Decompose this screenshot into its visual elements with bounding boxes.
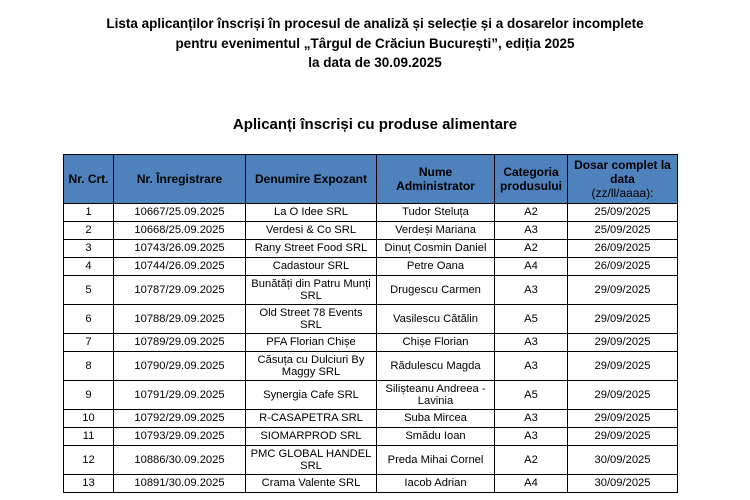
cell-administrator: Suba Mircea bbox=[377, 410, 495, 428]
cell-category: A2 bbox=[495, 204, 568, 222]
cell-category: A5 bbox=[495, 305, 568, 334]
cell-exhibitor: PMC GLOBAL HANDEL SRL bbox=[246, 446, 377, 475]
table-row bbox=[64, 305, 678, 334]
table-row bbox=[64, 276, 678, 305]
cell-administrator: Chișe Florian bbox=[377, 334, 495, 352]
table-row bbox=[64, 428, 678, 446]
cell-registration: 10792/29.09.2025 bbox=[114, 410, 246, 428]
cell-nr: 4 bbox=[64, 258, 114, 276]
cell-category: A3 bbox=[495, 222, 568, 240]
header-line-1: Lista aplicanților înscriși în procesul de analiză și selecție și a dosarelor incomplete bbox=[106, 16, 644, 31]
cell-date: 26/09/2025 bbox=[568, 240, 678, 258]
cell-date: 29/09/2025 bbox=[568, 428, 678, 446]
cell-exhibitor: Căsuța cu Dulciuri By Maggy SRL bbox=[246, 352, 377, 381]
table-row bbox=[64, 475, 678, 493]
col-header-registration: Nr. Înregistrare bbox=[114, 155, 246, 204]
cell-date: 30/09/2025 bbox=[568, 446, 678, 475]
cell-category: A4 bbox=[495, 475, 568, 493]
cell-nr: 3 bbox=[64, 240, 114, 258]
cell-administrator: Preda Mihai Cornel bbox=[377, 446, 495, 475]
cell-category: A3 bbox=[495, 352, 568, 381]
cell-administrator: Tudor Steluța bbox=[377, 204, 495, 222]
cell-category: A5 bbox=[495, 381, 568, 410]
col-header-dossier-label: Dosar complet la data bbox=[574, 158, 671, 186]
cell-nr: 7 bbox=[64, 334, 114, 352]
table-row bbox=[64, 352, 678, 381]
col-header-category: Categoria produsului bbox=[495, 155, 568, 204]
cell-date: 25/09/2025 bbox=[568, 222, 678, 240]
header-line-2: pentru evenimentul „Târgul de Crăciun București”, ediția 2025 bbox=[175, 35, 575, 51]
cell-category: A2 bbox=[495, 240, 568, 258]
cell-category: A4 bbox=[495, 258, 568, 276]
cell-exhibitor: Cadastour SRL bbox=[246, 258, 377, 276]
cell-exhibitor: Verdesi & Co SRL bbox=[246, 222, 377, 240]
cell-exhibitor: R-CASAPETRA SRL bbox=[246, 410, 377, 428]
cell-category: A3 bbox=[495, 276, 568, 305]
cell-date: 30/09/2025 bbox=[568, 475, 678, 493]
cell-registration: 10788/29.09.2025 bbox=[114, 305, 246, 334]
col-header-exhibitor: Denumire Expozant bbox=[246, 155, 377, 204]
cell-nr: 8 bbox=[64, 352, 114, 381]
cell-administrator: Vasilescu Cătălin bbox=[377, 305, 495, 334]
cell-administrator: Verdeși Mariana bbox=[377, 222, 495, 240]
cell-date: 29/09/2025 bbox=[568, 352, 678, 381]
cell-registration: 10793/29.09.2025 bbox=[114, 428, 246, 446]
cell-registration: 10787/29.09.2025 bbox=[114, 276, 246, 305]
col-header-nr: Nr. Crt. bbox=[64, 155, 114, 204]
col-header-dossier-format: (zz/ll/aaaa): bbox=[591, 186, 654, 200]
cell-registration: 10886/30.09.2025 bbox=[114, 446, 246, 475]
cell-nr: 2 bbox=[64, 222, 114, 240]
table-row bbox=[64, 446, 678, 475]
cell-registration: 10891/30.09.2025 bbox=[114, 475, 246, 493]
cell-date: 29/09/2025 bbox=[568, 305, 678, 334]
table-row bbox=[64, 381, 678, 410]
table-row bbox=[64, 334, 678, 352]
cell-exhibitor: PFA Florian Chișe bbox=[246, 334, 377, 352]
cell-exhibitor: Rany Street Food SRL bbox=[246, 240, 377, 258]
cell-administrator: Petre Oana bbox=[377, 258, 495, 276]
cell-category: A2 bbox=[495, 446, 568, 475]
cell-registration: 10791/29.09.2025 bbox=[114, 381, 246, 410]
document-header bbox=[0, 14, 750, 73]
cell-administrator: Smădu Ioan bbox=[377, 428, 495, 446]
cell-nr: 5 bbox=[64, 276, 114, 305]
cell-administrator: Drugescu Carmen bbox=[377, 276, 495, 305]
cell-administrator: Silișteanu Andreea - Lavinia bbox=[377, 381, 495, 410]
table-row bbox=[64, 240, 678, 258]
cell-registration: 10744/26.09.2025 bbox=[114, 258, 246, 276]
cell-exhibitor: Bunătăți din Patru Munți SRL bbox=[246, 276, 377, 305]
cell-exhibitor: La O Idee SRL bbox=[246, 204, 377, 222]
table-row bbox=[64, 222, 678, 240]
table-row bbox=[64, 204, 678, 222]
cell-category: A3 bbox=[495, 334, 568, 352]
cell-registration: 10668/25.09.2025 bbox=[114, 222, 246, 240]
cell-nr: 13 bbox=[64, 475, 114, 493]
cell-category: A3 bbox=[495, 410, 568, 428]
cell-nr: 12 bbox=[64, 446, 114, 475]
cell-registration: 10790/29.09.2025 bbox=[114, 352, 246, 381]
cell-category: A3 bbox=[495, 428, 568, 446]
cell-nr: 6 bbox=[64, 305, 114, 334]
cell-nr: 1 bbox=[64, 204, 114, 222]
cell-nr: 11 bbox=[64, 428, 114, 446]
cell-administrator: Rădulescu Magda bbox=[377, 352, 495, 381]
cell-date: 26/09/2025 bbox=[568, 258, 678, 276]
table-row bbox=[64, 410, 678, 428]
header-line-3: la data de 30.09.2025 bbox=[308, 55, 442, 70]
cell-administrator: Dinuț Cosmin Daniel bbox=[377, 240, 495, 258]
cell-exhibitor: Old Street 78 Events SRL bbox=[246, 305, 377, 334]
cell-date: 29/09/2025 bbox=[568, 276, 678, 305]
cell-registration: 10667/25.09.2025 bbox=[114, 204, 246, 222]
table-header-row bbox=[64, 155, 678, 204]
cell-exhibitor: Synergia Cafe SRL bbox=[246, 381, 377, 410]
cell-nr: 10 bbox=[64, 410, 114, 428]
table-row bbox=[64, 258, 678, 276]
cell-registration: 10743/26.09.2025 bbox=[114, 240, 246, 258]
col-header-dossier bbox=[568, 155, 678, 204]
cell-administrator: Iacob Adrian bbox=[377, 475, 495, 493]
cell-nr: 9 bbox=[64, 381, 114, 410]
cell-exhibitor: SIOMARPROD SRL bbox=[246, 428, 377, 446]
cell-date: 29/09/2025 bbox=[568, 381, 678, 410]
cell-exhibitor: Crama Valente SRL bbox=[246, 475, 377, 493]
section-title: Aplicanți înscriși cu produse alimentare bbox=[232, 116, 518, 133]
cell-date: 29/09/2025 bbox=[568, 410, 678, 428]
applicants-table bbox=[63, 154, 678, 493]
cell-date: 25/09/2025 bbox=[568, 204, 678, 222]
cell-date: 29/09/2025 bbox=[568, 334, 678, 352]
col-header-administrator: Nume Administrator bbox=[377, 155, 495, 204]
cell-registration: 10789/29.09.2025 bbox=[114, 334, 246, 352]
